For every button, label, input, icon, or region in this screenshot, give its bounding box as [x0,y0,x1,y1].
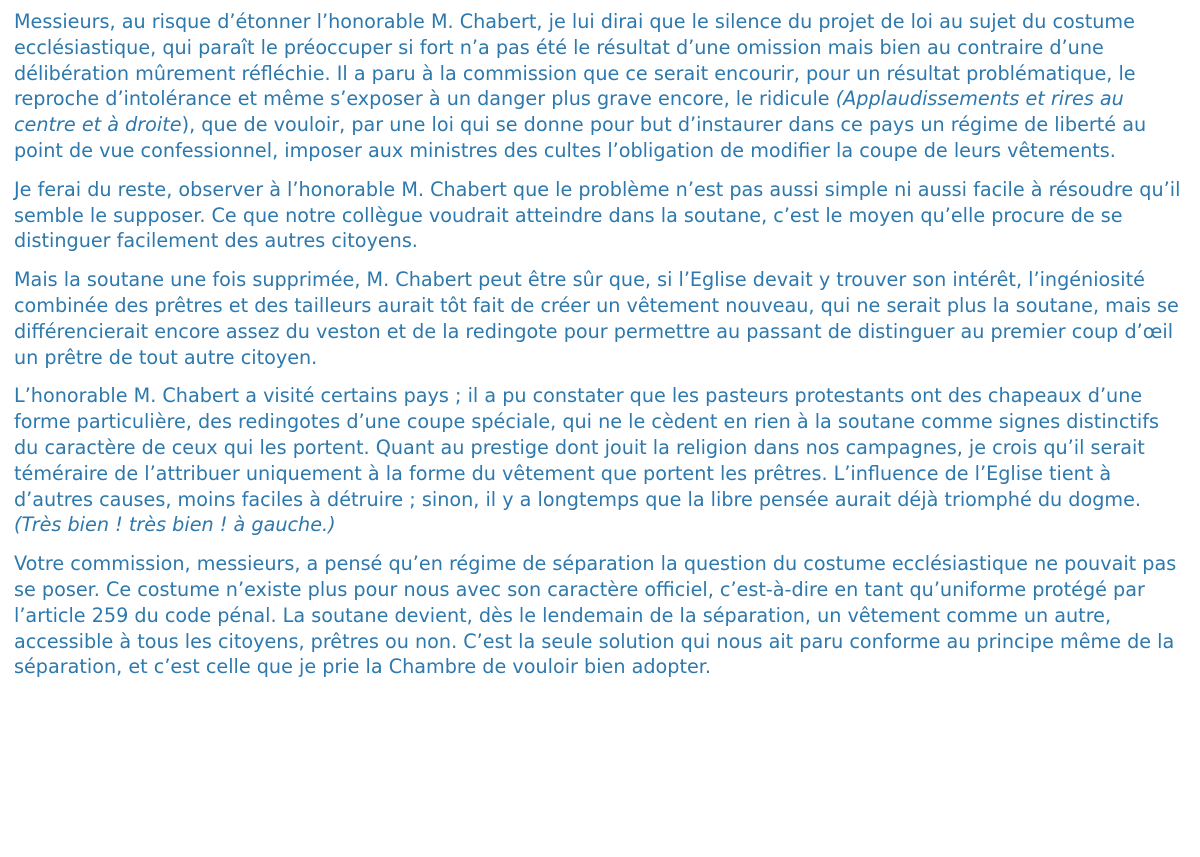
paragraph-1 [14,9,1186,164]
paragraph-3: Mais la soutane une fois supprimée, M. Chabert peut être sûr que, si l’Eglise devait y trouver son intérêt, l’ingéniosité combinée des prêtres et des tailleurs aurait tôt fait de créer un vêtement nouveau, qui ne serait plus la soutane, mais se différencierait encore assez du veston et de la redingote pour permettre au passant de distinguer au premier coup d’œil un prêtre de tout autre citoyen. [14,268,1179,369]
paragraph-4-text: L’honorable M. Chabert a visité certains pays ; il a pu constater que les pasteurs protestants ont des chapeaux d’une forme particulière, des redingotes d’une coupe spéciale, qui ne le cèdent en rien à la soutane comme signes distinctifs du caractère de ceux qui les portent. Quant au prestige dont jouit la religion dans nos campagnes, je crois qu’il serait téméraire de l’attribuer uniquement à la forme du vêtement que portent les prêtres. L’influence de l’Eglise tient à d’autres causes, moins faciles à détruire ; sinon, il y a longtemps que la libre pensée aurait déjà triomphé du dogme. [14,384,1159,511]
speech-transcript [14,9,1186,680]
paragraph-1-text-end: ), que de vouloir, par une loi qui se donne pour but d’instaurer dans ce pays un régime de liberté au point de vue confessionnel, imposer aux ministres des cultes l’obligation de modifier la coupe de leurs vêtements. [14,113,1147,162]
paragraph-4 [14,383,1186,538]
paragraph-4-stage-direction: (Très bien ! très bien ! à gauche.) [14,513,336,537]
paragraph-1-stage-direction: (Applaudissements et rires au centre et à droite [14,87,1124,137]
paragraph-5: Votre commission, messieurs, a pensé qu’en régime de séparation la question du costume ecclésiastique ne pouvait pas se poser. Ce costume n’existe plus pour nous avec son caractère officiel, c’est-à-dire en tant qu’uniforme protégé par l’article 259 du code pénal. La soutane devient, dès le lendemain de la séparation, un vêtement comme un autre, accessible à tous les citoyens, prêtres ou non. C’est la seule solution qui nous ait paru conforme au principe même de la séparation, et c’est celle que je prie la Chambre de vouloir bien adopter. [14,552,1177,679]
paragraph-2: Je ferai du reste, observer à l’honorable M. Chabert que le problème n’est pas aussi simple ni aussi facile à résoudre qu’il semble le supposer. Ce que notre collègue voudrait atteindre dans la soutane, c’est le moyen qu’elle procure de se distinguer facilement des autres citoyens. [14,177,1181,253]
paragraph-1-text-start: Messieurs, au risque d’étonner l’honorable M. Chabert, je lui dirai que le silence du projet de loi au sujet du costume ecclésiastique, qui paraît le préoccuper si fort n’a pas été le résultat d’une omission mais bien au contraire d’une délibération mûrement réfléchie. Il a paru à la commission que ce serait encourir, pour un résultat problématique, le reproche d’intolérance et même s’exposer à un danger plus grave encore, le ridicule [14,10,1136,111]
